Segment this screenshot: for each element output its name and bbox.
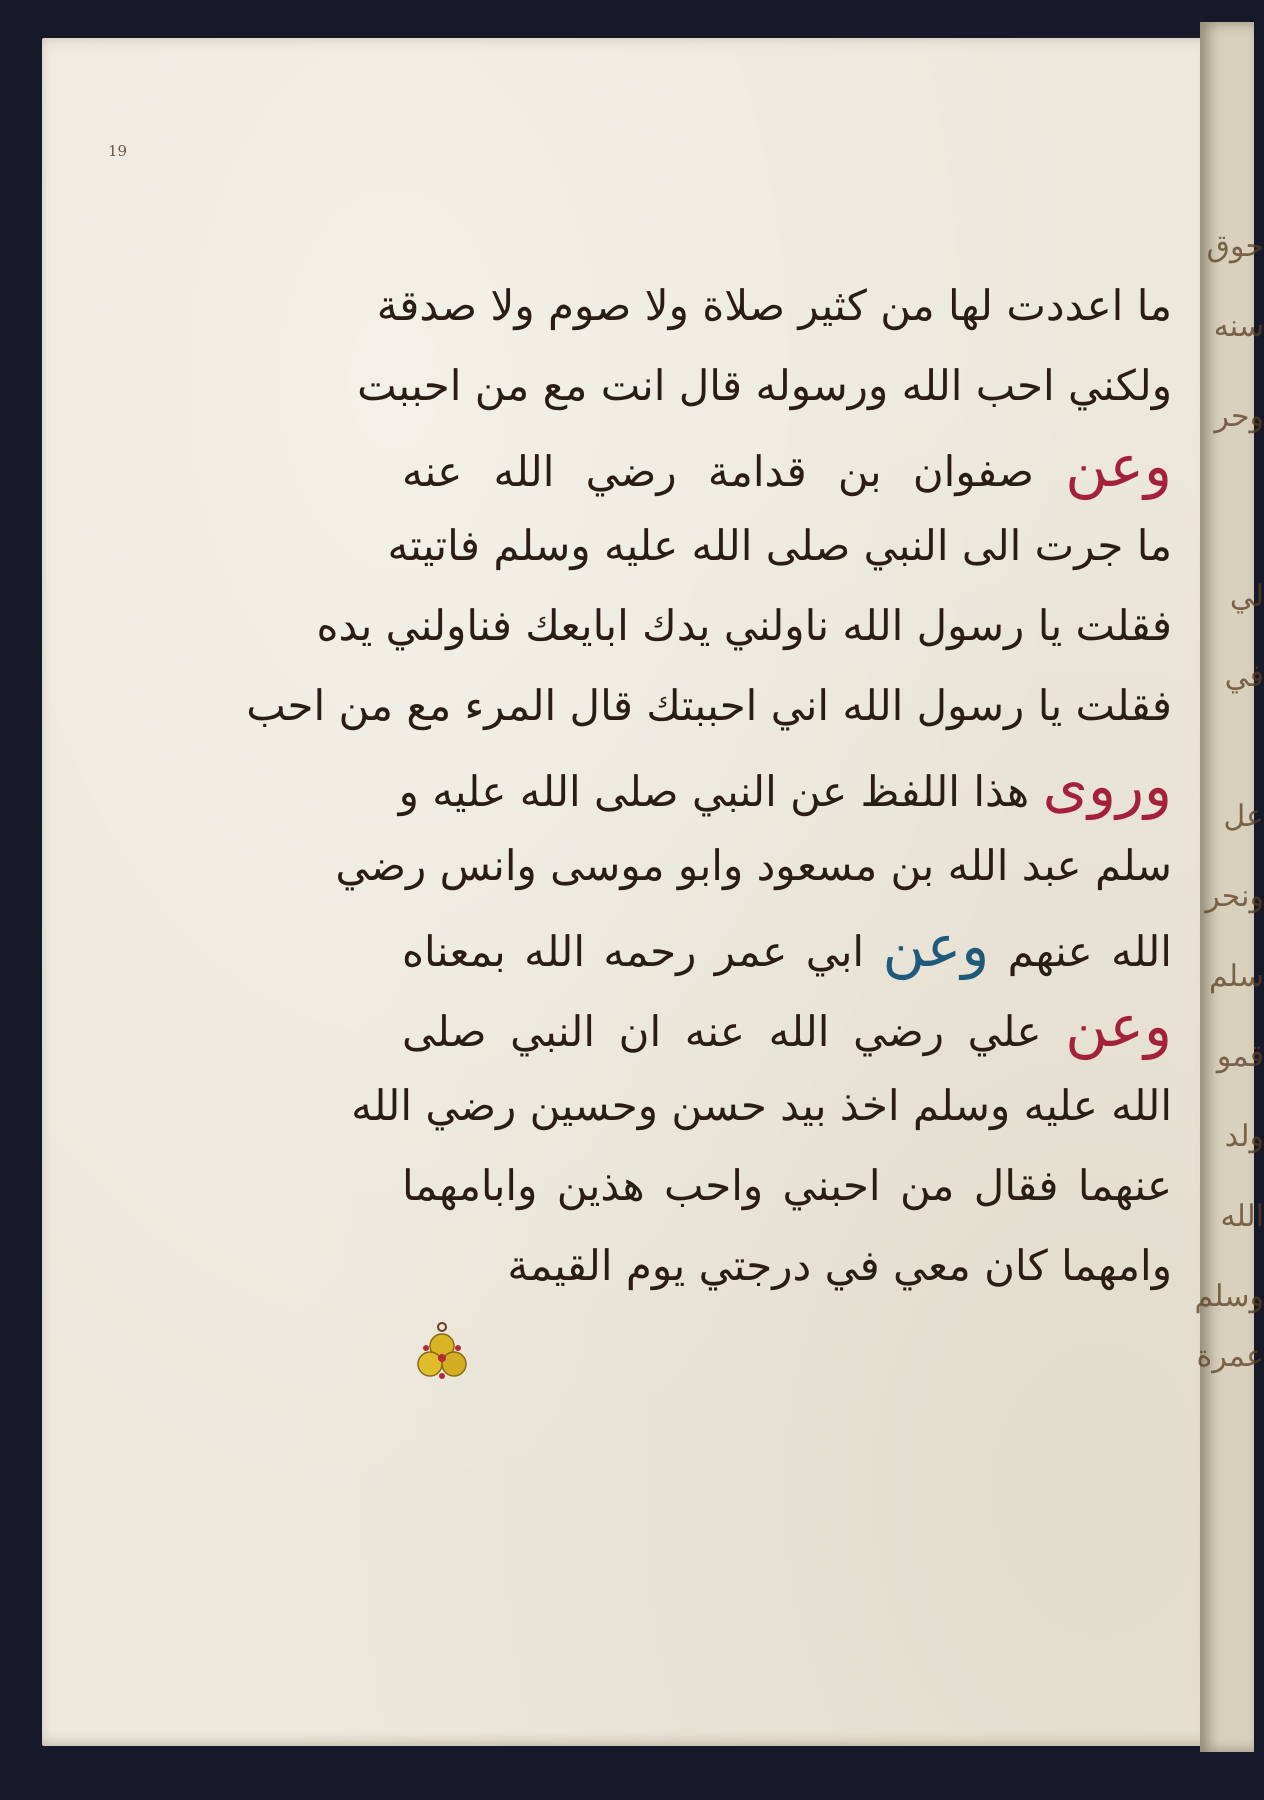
adjacent-text-fragment: سنه: [1213, 309, 1264, 344]
gold-trefoil-icon: [414, 1320, 470, 1382]
adjacent-text-fragment: عمرة: [1196, 1339, 1264, 1374]
folio-number: 19: [108, 142, 128, 160]
adjacent-text-fragment: لي: [1229, 579, 1264, 614]
text-line-11: الله عليه وسلم اخذ بيد حسن وحسين رضي الله: [351, 1081, 1172, 1130]
text-line-5: فقلت يا رسول الله ناولني يدك ابايعك فناولني يده: [316, 601, 1172, 650]
text-line-12: عنهما فقال من احبني واحب هذين وابامهما: [402, 1161, 1172, 1210]
adjacent-text-fragment: وسلم: [1194, 1279, 1264, 1314]
text-line-9: الله عنهم وعن ابي عمر رحمه الله بمعناه: [402, 912, 1172, 980]
adjacent-text-fragment: في: [1224, 659, 1264, 694]
rubric-word: وعن: [1065, 432, 1172, 500]
adjacent-text-fragment: حوق: [1206, 229, 1264, 264]
adjacent-text-fragment: وحر: [1214, 399, 1264, 434]
adjacent-text-fragment: سلم: [1208, 959, 1264, 994]
text-line-10: وعن علي رضي الله عنه ان النبي صلى: [402, 992, 1172, 1060]
rubric-word-blue: وعن: [882, 912, 990, 980]
text-line-6: فقلت يا رسول الله اني احببتك قال المرء مع من احب: [246, 681, 1172, 730]
text-line-13: وامهما كان معي في درجتي يوم القيمة: [507, 1241, 1172, 1290]
text-line-8: سلم عبد الله بن مسعود وابو موسى وانس رضي: [335, 841, 1172, 890]
text-line-4: ما جرت الى النبي صلى الله عليه وسلم فاتيته: [387, 521, 1172, 570]
adjacent-text-fragment: ولد: [1224, 1119, 1264, 1154]
adjacent-text-fragment: ونحر: [1205, 879, 1264, 914]
adjacent-text-fragment: عل: [1223, 799, 1264, 834]
text-line-1: ما اعددت لها من كثير صلاة ولا صوم ولا صدقة: [376, 281, 1172, 330]
adjacent-page-edge: [1194, 22, 1264, 1752]
rubric-word: وروى: [1042, 752, 1172, 820]
text-line-7: وروى هذا اللفظ عن النبي صلى الله عليه و: [398, 752, 1172, 820]
text-line-3: وعن صفوان بن قدامة رضي الله عنه: [402, 432, 1172, 500]
adjacent-text-fragment: الله: [1220, 1199, 1264, 1234]
rubric-word: وعن: [1065, 992, 1172, 1060]
text-line-2: ولكني احب الله ورسوله قال انت مع من احببت: [357, 361, 1172, 410]
adjacent-text-fragment: قمو: [1216, 1039, 1264, 1074]
manuscript-page: [42, 38, 1218, 1746]
